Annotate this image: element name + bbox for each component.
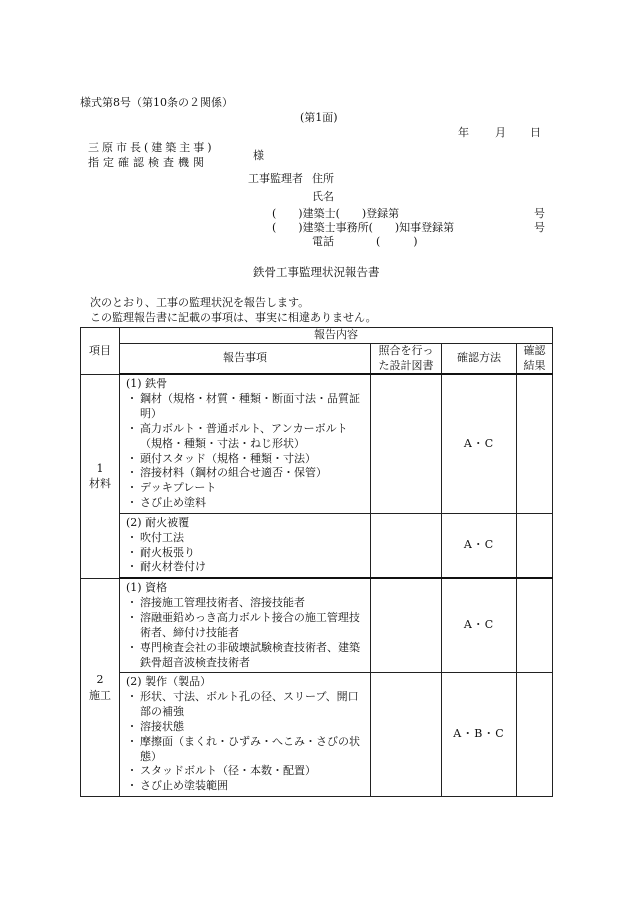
result-cell[interactable]	[517, 374, 553, 513]
section-heading: (1) 鉄骨	[126, 377, 168, 391]
header-report-items: 報告事項	[120, 343, 371, 374]
header-row-2	[81, 343, 553, 374]
intro-line2: この監理報告書に記載の事項は、事実に相違ありません。	[90, 311, 377, 324]
category-construction-label: 施工	[89, 688, 111, 702]
row-materials-steel	[81, 374, 553, 513]
method-cell: A・B・C	[442, 673, 517, 797]
list-item: ・ デッキプレート	[126, 481, 217, 495]
name-label: 氏名	[312, 190, 334, 203]
report-table	[80, 327, 553, 797]
date-month-label: 月	[495, 126, 506, 139]
date-day-label: 日	[530, 126, 541, 139]
addressee-honorific: 様	[253, 149, 264, 162]
report-items-qualifications	[120, 578, 371, 673]
list-item: ・ さび止め塗装範囲	[126, 779, 228, 793]
architect-registration-suffix: 号	[534, 207, 545, 220]
report-items-fabrication	[120, 673, 371, 797]
phone-label: 電話	[312, 235, 334, 248]
list-item: ・ 頭付スタッド（規格・種類・寸法）	[126, 451, 316, 465]
method-cell: A・C	[442, 578, 517, 673]
section-heading: (2) 製作（製品）	[126, 675, 212, 689]
design-docs-cell[interactable]	[371, 673, 442, 797]
list-item: ・ さび止め塗料	[126, 496, 206, 510]
category-materials-number: 1	[96, 461, 104, 475]
row-construction-qualifications	[81, 578, 553, 673]
header-row-1	[81, 328, 553, 344]
list-item: ・ 耐火材巻付け	[126, 560, 206, 574]
category-materials	[81, 374, 120, 578]
row-materials-fireproofing	[81, 513, 553, 578]
section-heading: (2) 耐火被覆	[126, 515, 190, 529]
method-cell: A・C	[442, 513, 517, 578]
list-item: ・ 高力ボルト・普通ボルト、アンカーボルト（規格・種類・寸法・ねじ形状）	[126, 421, 348, 450]
architect-registration-line: ( )建築士( )登録第	[272, 207, 400, 220]
design-docs-cell[interactable]	[371, 578, 442, 673]
header-result: 確認結果	[517, 343, 553, 374]
header-method: 確認方法	[442, 343, 517, 374]
list-item: ・ 溶接施工管理技術者、溶接技能者	[126, 596, 305, 610]
row-construction-fabrication	[81, 673, 553, 797]
result-cell[interactable]	[517, 513, 553, 578]
method-cell: A・C	[442, 374, 517, 513]
list-item: ・ 形状、寸法、ボルト孔の径、スリーブ、開口部の補強	[126, 690, 359, 719]
addressee-line1: 三原市長(建築主事)	[88, 141, 215, 154]
header-report-contents: 報告内容	[120, 328, 553, 344]
address-label: 住所	[312, 172, 334, 185]
category-construction-number: 2	[96, 673, 104, 687]
form-number: 様式第8号（第10条の２関係）	[80, 96, 233, 109]
list-item: ・ 鋼材（規格・材質・種類・断面寸法・品質証明）	[126, 392, 360, 421]
design-docs-cell[interactable]	[371, 513, 442, 578]
list-item: ・ スタッドボルト（径・本数・配置）	[126, 764, 316, 778]
supervisor-title: 工事監理者	[248, 172, 303, 185]
page-label: (第1面)	[300, 111, 338, 124]
document-title: 鉄骨工事監理状況報告書	[253, 265, 380, 279]
result-cell[interactable]	[517, 578, 553, 673]
list-item: ・ 溶接状態	[126, 719, 184, 733]
list-item: ・ 耐火板張り	[126, 545, 195, 559]
office-registration-suffix: 号	[534, 221, 545, 234]
phone-parentheses: ( )	[376, 235, 418, 248]
date-year-label: 年	[458, 126, 469, 139]
list-item: ・ 溶接材料（鋼材の組合せ適否・保管）	[126, 466, 327, 480]
list-item: ・ 摩擦面（まくれ・ひずみ・へこみ・さびの状態）	[126, 734, 360, 763]
design-docs-cell[interactable]	[371, 374, 442, 513]
report-items-steel	[120, 374, 371, 513]
intro-line1: 次のとおり、工事の監理状況を報告します。	[90, 296, 310, 309]
section-heading: (1) 資格	[126, 581, 168, 595]
category-materials-label: 材料	[89, 477, 111, 491]
list-item: ・ 専門検査会社の非破壊試験検査技術者、建築鉄骨超音波検査技術者	[126, 640, 360, 669]
office-registration-line: ( )建築士事務所( )知事登録第	[272, 221, 455, 234]
header-item: 項目	[81, 328, 120, 375]
header-design-docs: 照合を行った設計図書	[371, 343, 442, 374]
category-construction	[81, 578, 120, 797]
report-items-fireproofing	[120, 513, 371, 578]
list-item: ・ 溶融亜鉛めっき高力ボルト接合の施工管理技術者、締付け技能者	[126, 611, 360, 639]
list-item: ・ 吹付工法	[126, 530, 184, 544]
addressee-line2: 指定確認検査機関	[88, 156, 208, 169]
result-cell[interactable]	[517, 673, 553, 797]
